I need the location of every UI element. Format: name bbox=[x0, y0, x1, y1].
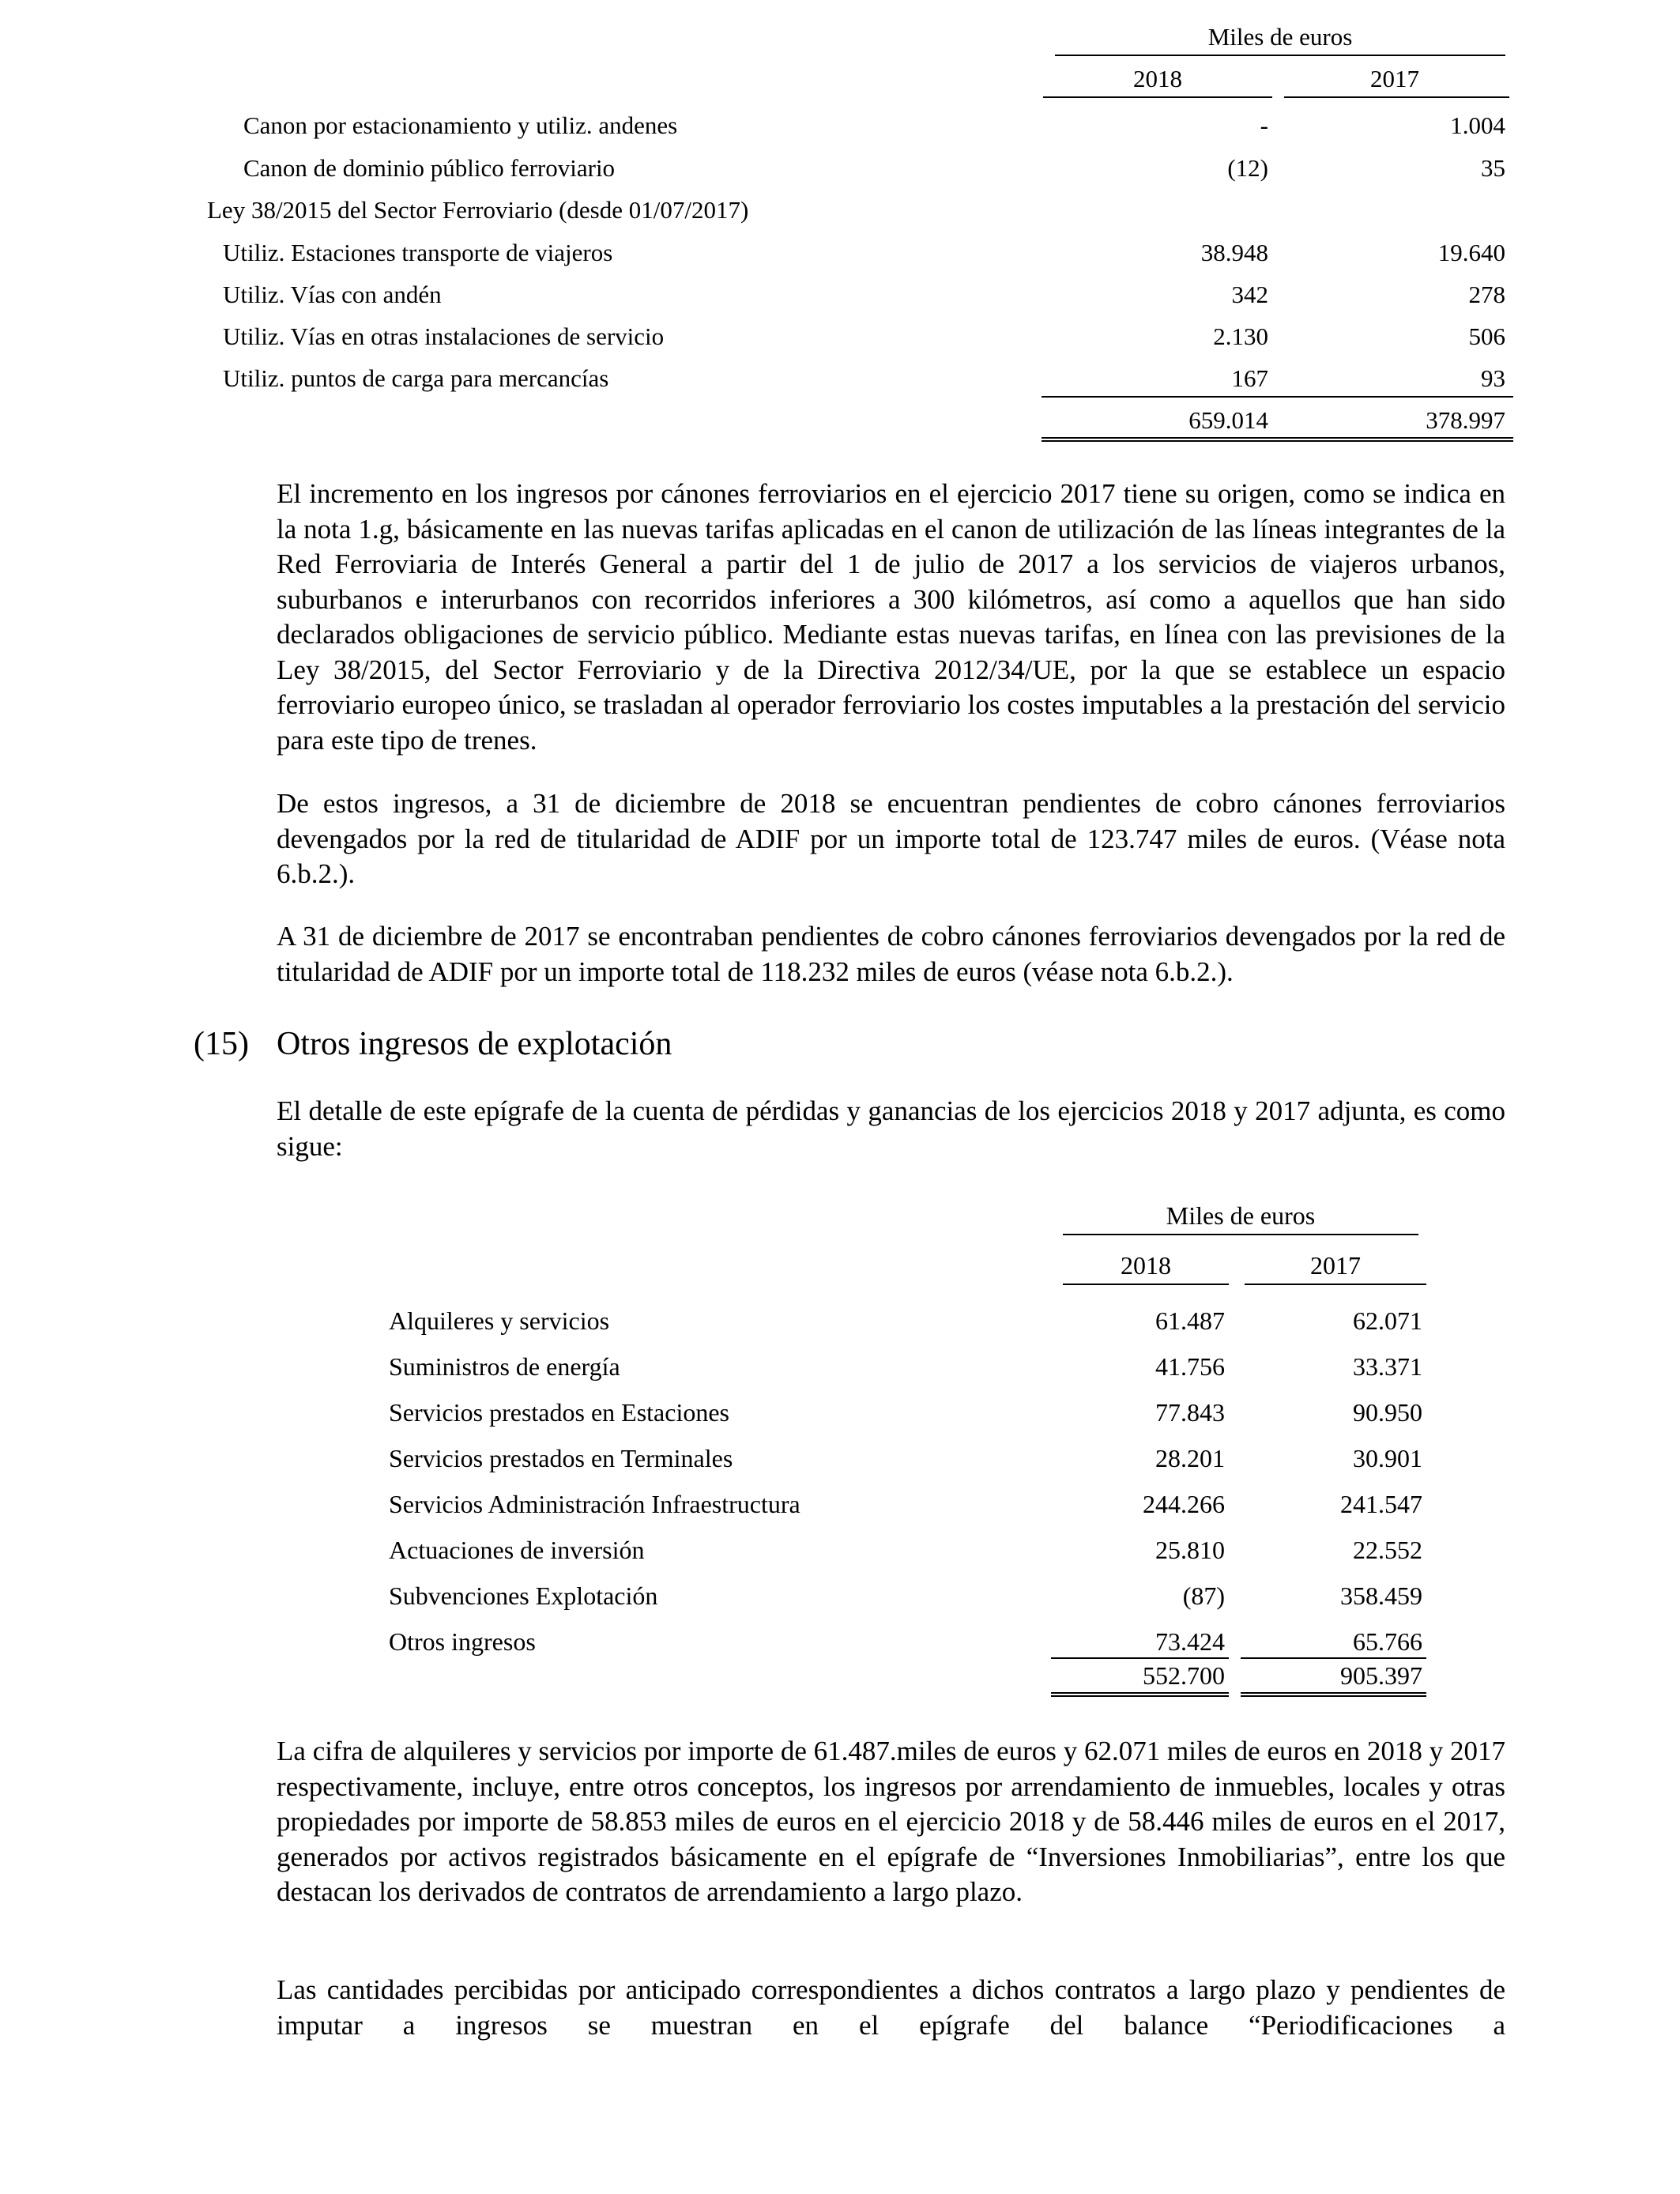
table2-total-2017: 905.397 bbox=[1340, 1661, 1422, 1690]
paragraph-anticipos: Las cantidades percibidas por anticipado correspondientes a dichos contratos a largo plazo y pendientes de imputar a ingresos se muestran en el epígrafe del balance “Periodificaciones a bbox=[277, 1974, 1505, 2041]
table2-row-label: Alquileres y servicios bbox=[389, 1306, 610, 1335]
table2-row-2017: 62.071 bbox=[1353, 1306, 1422, 1335]
paragraph-alquileres: La cifra de alquileres y servicios por importe de 61.487.miles de euros y 62.071 miles de euros en 2018 y 2017 respectivamente, incluye, entre otros conceptos, los ingresos por arrendamiento de inmuebles, locales y otras propiedades por importe de 58.853 miles de euros en el ejercicio 2018 y de 58.446 miles de euros en el 2017, generados por activos registrados básicamente en el epígrafe de “Inversiones Inmobiliarias”, entre los que destacan los derivados de contratos de arrendamiento a largo plazo. bbox=[277, 1736, 1505, 1907]
table2-row-2018: 244.266 bbox=[1143, 1490, 1225, 1518]
table2-subtotal-rule-2017 bbox=[1241, 1657, 1426, 1659]
table1-row-label: Canon de dominio público ferroviario bbox=[243, 154, 616, 182]
table2-row-2018: 25.810 bbox=[1155, 1536, 1225, 1564]
table1-row-label: Ley 38/2015 del Sector Ferroviario (desde 01/07/2017) bbox=[207, 196, 749, 224]
table2-row-2018: 61.487 bbox=[1155, 1306, 1225, 1335]
table2-col-2018-rule bbox=[1063, 1284, 1229, 1285]
table1-row-label: Utiliz. Vías con andén bbox=[223, 281, 442, 308]
table1-unit-header: Miles de euros bbox=[1207, 23, 1353, 51]
table1-row-2017: 93 bbox=[1481, 364, 1505, 392]
table2-row-2018: 41.756 bbox=[1155, 1352, 1225, 1381]
table2-total-double-rule-2017 bbox=[1241, 1692, 1426, 1697]
table2-row-2017: 22.552 bbox=[1353, 1536, 1422, 1564]
table1-row-label: Utiliz. puntos de carga para mercancías bbox=[223, 364, 609, 392]
table2-row-2017: 358.459 bbox=[1340, 1581, 1422, 1610]
table2-row-label: Servicios prestados en Terminales bbox=[389, 1444, 733, 1472]
table1-row-label: Canon por estacionamiento y utiliz. andenes bbox=[243, 111, 678, 139]
table1-col-2018-rule bbox=[1043, 96, 1272, 98]
table1-row-2018: 167 bbox=[1231, 364, 1268, 392]
paragraph-pending-2018: De estos ingresos, a 31 de diciembre de 2018 se encuentran pendientes de cobro cánones ferroviarios devengados por la red de titularidad de ADIF por un importe total de 123.747 miles de euros. (Véase nota 6.b.2.). bbox=[277, 788, 1505, 889]
table1-col-2017: 2017 bbox=[1370, 65, 1419, 92]
table1-subtotal-rule bbox=[1042, 396, 1513, 398]
table2-row-label: Subvenciones Explotación bbox=[389, 1581, 658, 1610]
section-intro: El detalle de este epígrafe de la cuenta de pérdidas y ganancias de los ejercicios 2018 y 2017 adjunta, es como sigue: bbox=[277, 1095, 1505, 1162]
table2-row-label: Otros ingresos bbox=[389, 1627, 536, 1656]
table1-row-2018: (12) bbox=[1227, 154, 1268, 182]
table1-col-2018: 2018 bbox=[1133, 65, 1182, 92]
table2-row-2018: 73.424 bbox=[1155, 1627, 1225, 1656]
table2-row-2017: 241.547 bbox=[1340, 1490, 1422, 1518]
table2-row-label: Actuaciones de inversión bbox=[389, 1536, 645, 1564]
table2-total-double-rule-2018 bbox=[1051, 1692, 1229, 1697]
table2-row-2017: 30.901 bbox=[1353, 1444, 1422, 1472]
table2-row-2017: 33.371 bbox=[1353, 1352, 1422, 1381]
table2-subtotal-rule-2018 bbox=[1051, 1657, 1229, 1659]
table2-row-label: Suministros de energía bbox=[389, 1352, 620, 1381]
table2-header-rule bbox=[1063, 1234, 1418, 1235]
table1-row-2018: 342 bbox=[1231, 281, 1268, 308]
table2-total-2018: 552.700 bbox=[1143, 1661, 1225, 1690]
table1-row-2017: 506 bbox=[1468, 322, 1505, 350]
section-title: Otros ingresos de explotación bbox=[277, 1026, 672, 1062]
table2-row-2018: 28.201 bbox=[1155, 1444, 1225, 1472]
table1-row-2017: 19.640 bbox=[1437, 239, 1505, 266]
table2-row-2017: 65.766 bbox=[1353, 1627, 1422, 1656]
table2-row-label: Servicios Administración Infraestructura bbox=[389, 1490, 800, 1518]
table2-col-2018: 2018 bbox=[1121, 1251, 1171, 1280]
table2-row-2018: 77.843 bbox=[1155, 1398, 1225, 1427]
table1-total-double-rule bbox=[1042, 437, 1513, 442]
table2-col-2017-rule bbox=[1245, 1284, 1426, 1285]
table1-row-2018: - bbox=[1260, 111, 1268, 139]
table2-col-2017: 2017 bbox=[1310, 1251, 1361, 1280]
table1-row-label: Utiliz. Estaciones transporte de viajeros bbox=[223, 239, 613, 266]
paragraph-canones-increase: El incremento en los ingresos por cánones ferroviarios en el ejercicio 2017 tiene su origen, como se indica en la nota 1.g, básicamente en las nuevas tarifas aplicadas en el canon de utilización de las líneas integrantes de la Red Ferroviaria de Interés General a partir del 1 de julio de 2017 a los servicios de viajeros urbanos, suburbanos e interurbanos con recorridos inferiores a 300 kilómetros, así como a aquellos que han sido declarados obligaciones de servicio público. Mediante estas nuevas tarifas, en línea con las previsiones de la Ley 38/2015, del Sector Ferroviario y de la Directiva 2012/34/UE, por la que se establece un espacio ferroviario europeo único, se trasladan al operador ferroviario los costes imputables a la prestación del servicio para este tipo de trenes. bbox=[277, 478, 1505, 756]
section-number: (15) bbox=[194, 1026, 249, 1062]
table1-total-2017: 378.997 bbox=[1426, 406, 1505, 434]
paragraph-pending-2017: A 31 de diciembre de 2017 se encontraban pendientes de cobro cánones ferroviarios devengados por la red de titularidad de ADIF por un importe total de 118.232 miles de euros (véase nota 6.b.2.). bbox=[277, 921, 1505, 987]
table1-row-2017: 278 bbox=[1468, 281, 1505, 308]
table1-total-2018: 659.014 bbox=[1188, 406, 1268, 434]
table1-row-2018: 38.948 bbox=[1200, 239, 1268, 266]
table1-row-label: Utiliz. Vías en otras instalaciones de servicio bbox=[223, 322, 665, 350]
table1-header-rule bbox=[1055, 55, 1505, 56]
table2-unit-header: Miles de euros bbox=[1166, 1201, 1316, 1230]
table1-col-2017-rule bbox=[1284, 96, 1509, 98]
table2-row-2018: (87) bbox=[1182, 1581, 1225, 1610]
table1-row-2017: 35 bbox=[1481, 154, 1505, 182]
table1-row-2017: 1.004 bbox=[1450, 111, 1505, 139]
table2-row-2017: 90.950 bbox=[1353, 1398, 1422, 1427]
table2-row-label: Servicios prestados en Estaciones bbox=[389, 1398, 729, 1427]
table1-row-2018: 2.130 bbox=[1213, 322, 1268, 350]
